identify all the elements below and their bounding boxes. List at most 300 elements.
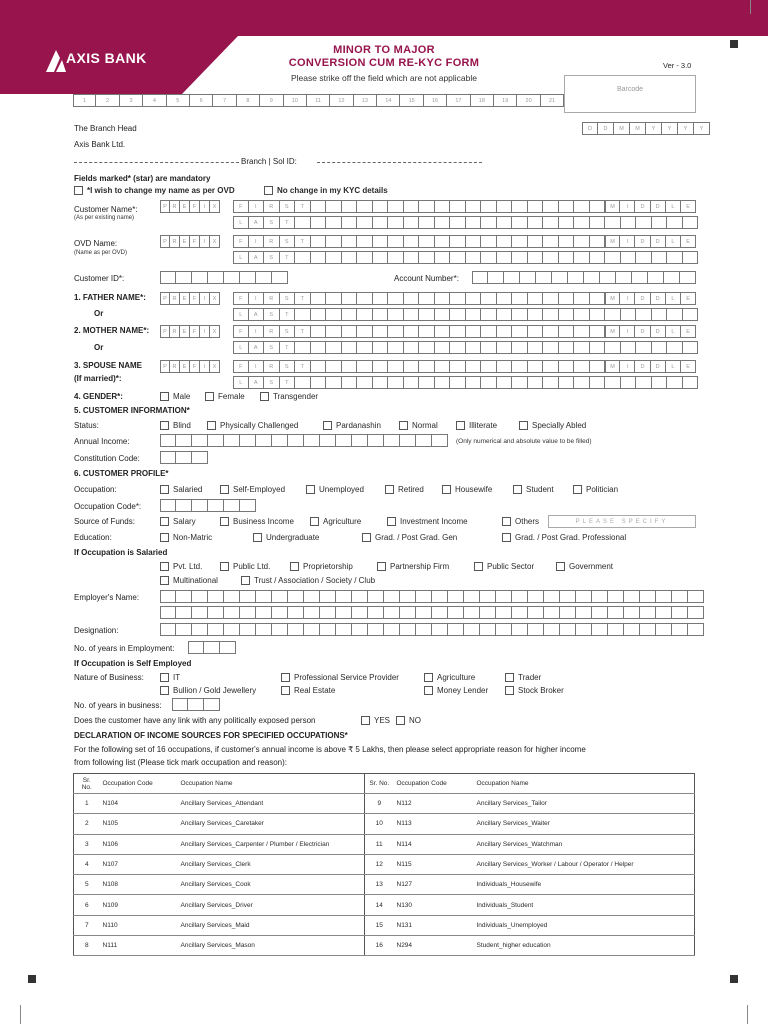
input-cell[interactable]: R <box>170 292 180 305</box>
input-cell[interactable] <box>512 200 528 213</box>
input-cell[interactable] <box>373 292 389 305</box>
input-cell[interactable] <box>560 590 576 603</box>
input-cell[interactable]: 8 <box>237 94 260 107</box>
input-cell[interactable] <box>256 434 272 447</box>
input-cell[interactable] <box>311 360 327 373</box>
input-cell[interactable] <box>416 434 432 447</box>
mother-name-prefix-cells[interactable] <box>160 325 220 338</box>
input-cell[interactable]: F <box>190 200 200 213</box>
input-cell[interactable] <box>466 251 482 264</box>
input-cell[interactable] <box>512 590 528 603</box>
input-cell[interactable] <box>224 499 240 512</box>
input-cell[interactable] <box>590 216 606 229</box>
input-cell[interactable] <box>288 434 304 447</box>
input-cell[interactable] <box>592 623 608 636</box>
input-cell[interactable] <box>652 341 668 354</box>
input-cell[interactable] <box>450 341 466 354</box>
input-cell[interactable] <box>311 216 327 229</box>
input-cell[interactable] <box>435 308 451 321</box>
input-cell[interactable] <box>160 434 176 447</box>
input-cell[interactable]: I <box>620 292 635 305</box>
input-cell[interactable] <box>543 235 559 248</box>
input-cell[interactable] <box>176 606 192 619</box>
input-cell[interactable] <box>584 271 600 284</box>
input-cell[interactable] <box>560 606 576 619</box>
input-cell[interactable] <box>419 216 435 229</box>
input-cell[interactable] <box>176 451 192 464</box>
input-cell[interactable]: I <box>200 235 210 248</box>
input-cell[interactable] <box>688 590 704 603</box>
input-cell[interactable]: 15 <box>400 94 423 107</box>
input-cell[interactable] <box>497 325 513 338</box>
input-cell[interactable] <box>472 271 488 284</box>
input-cell[interactable] <box>311 200 327 213</box>
business-it-checkbox[interactable] <box>160 673 180 682</box>
input-cell[interactable] <box>368 434 384 447</box>
input-cell[interactable]: E <box>180 325 190 338</box>
input-cell[interactable] <box>528 376 544 389</box>
input-cell[interactable]: I <box>249 200 265 213</box>
input-cell[interactable] <box>435 251 451 264</box>
input-cell[interactable]: S <box>264 376 280 389</box>
input-cell[interactable] <box>419 308 435 321</box>
input-cell[interactable] <box>373 360 389 373</box>
input-cell[interactable]: R <box>264 325 280 338</box>
input-cell[interactable]: S <box>264 341 280 354</box>
input-cell[interactable]: P <box>160 360 170 373</box>
input-cell[interactable] <box>357 292 373 305</box>
input-cell[interactable] <box>404 216 420 229</box>
input-cell[interactable] <box>188 698 204 711</box>
input-cell[interactable]: X <box>210 200 220 213</box>
input-cell[interactable]: L <box>666 200 681 213</box>
table-row[interactable] <box>74 875 695 895</box>
input-cell[interactable] <box>466 341 482 354</box>
father-name-prefix-cells[interactable] <box>160 292 220 305</box>
funds-investment-income-checkbox[interactable] <box>387 517 468 526</box>
input-cell[interactable] <box>342 292 358 305</box>
occupation-retired-checkbox[interactable] <box>385 485 424 494</box>
input-cell[interactable] <box>481 325 497 338</box>
input-cell[interactable] <box>528 341 544 354</box>
input-cell[interactable] <box>311 325 327 338</box>
father-name-first-cells[interactable] <box>233 292 605 305</box>
input-cell[interactable]: F <box>190 325 200 338</box>
spouse-name-last-cells[interactable] <box>233 376 698 389</box>
input-cell[interactable] <box>559 292 575 305</box>
input-cell[interactable] <box>512 235 528 248</box>
input-cell[interactable] <box>373 251 389 264</box>
input-cell[interactable] <box>683 308 699 321</box>
please-specify-input[interactable]: PLEASE SPECIFY <box>548 515 696 528</box>
input-cell[interactable] <box>304 434 320 447</box>
input-cell[interactable]: R <box>264 200 280 213</box>
input-cell[interactable] <box>688 623 704 636</box>
input-cell[interactable]: E <box>681 235 696 248</box>
input-cell[interactable] <box>373 216 389 229</box>
input-cell[interactable]: 3 <box>120 94 143 107</box>
input-cell[interactable] <box>636 308 652 321</box>
input-cell[interactable] <box>192 606 208 619</box>
input-cell[interactable]: D <box>635 325 650 338</box>
input-cell[interactable]: F <box>233 200 249 213</box>
input-cell[interactable] <box>388 341 404 354</box>
trader-checkbox[interactable] <box>505 673 541 682</box>
input-cell[interactable]: L <box>233 308 249 321</box>
input-cell[interactable] <box>192 623 208 636</box>
input-cell[interactable] <box>326 325 342 338</box>
input-cell[interactable]: S <box>280 325 296 338</box>
input-cell[interactable] <box>481 360 497 373</box>
input-cell[interactable] <box>632 271 648 284</box>
input-cell[interactable] <box>559 200 575 213</box>
input-cell[interactable] <box>450 292 466 305</box>
input-cell[interactable]: D <box>635 200 650 213</box>
input-cell[interactable] <box>512 251 528 264</box>
constitution-code-cells[interactable] <box>160 451 208 464</box>
input-cell[interactable] <box>160 623 176 636</box>
input-cell[interactable] <box>240 590 256 603</box>
input-cell[interactable] <box>497 376 513 389</box>
input-cell[interactable] <box>432 590 448 603</box>
input-cell[interactable] <box>528 235 544 248</box>
input-cell[interactable] <box>480 590 496 603</box>
input-cell[interactable]: F <box>233 292 249 305</box>
input-cell[interactable]: S <box>264 308 280 321</box>
input-cell[interactable] <box>388 235 404 248</box>
public-sector-checkbox[interactable] <box>474 562 534 571</box>
input-cell[interactable] <box>400 590 416 603</box>
input-cell[interactable]: S <box>280 235 296 248</box>
input-cell[interactable] <box>160 271 176 284</box>
input-cell[interactable] <box>326 308 342 321</box>
input-cell[interactable]: T <box>295 325 311 338</box>
input-cell[interactable]: P <box>160 200 170 213</box>
input-cell[interactable] <box>481 251 497 264</box>
input-cell[interactable] <box>512 308 528 321</box>
input-cell[interactable] <box>528 292 544 305</box>
input-cell[interactable]: E <box>681 292 696 305</box>
input-cell[interactable] <box>304 590 320 603</box>
input-cell[interactable] <box>224 606 240 619</box>
pep-no-checkbox[interactable] <box>396 716 421 725</box>
input-cell[interactable] <box>605 216 621 229</box>
input-cell[interactable]: S <box>264 216 280 229</box>
input-cell[interactable] <box>256 606 272 619</box>
input-cell[interactable] <box>435 292 451 305</box>
trust-association-checkbox[interactable] <box>241 576 375 585</box>
professional-service-checkbox[interactable] <box>281 673 399 682</box>
input-cell[interactable] <box>543 292 559 305</box>
public-ltd-checkbox[interactable] <box>220 562 270 571</box>
input-cell[interactable] <box>543 325 559 338</box>
education-grad-gen-checkbox[interactable] <box>362 533 457 542</box>
input-cell[interactable] <box>683 216 699 229</box>
years-business-cells[interactable] <box>172 698 220 711</box>
input-cell[interactable] <box>342 308 358 321</box>
input-cell[interactable] <box>688 606 704 619</box>
branch-line[interactable] <box>74 162 239 163</box>
input-cell[interactable] <box>384 434 400 447</box>
input-cell[interactable] <box>435 341 451 354</box>
input-cell[interactable] <box>388 376 404 389</box>
input-cell[interactable] <box>664 271 680 284</box>
input-cell[interactable] <box>435 200 451 213</box>
input-cell[interactable] <box>528 590 544 603</box>
input-cell[interactable]: 19 <box>494 94 517 107</box>
input-cell[interactable]: I <box>620 325 635 338</box>
input-cell[interactable] <box>419 341 435 354</box>
input-cell[interactable] <box>574 360 590 373</box>
input-cell[interactable] <box>404 341 420 354</box>
input-cell[interactable] <box>208 606 224 619</box>
input-cell[interactable] <box>667 308 683 321</box>
input-cell[interactable] <box>388 200 404 213</box>
input-cell[interactable] <box>352 606 368 619</box>
input-cell[interactable]: A <box>249 308 265 321</box>
input-cell[interactable] <box>388 308 404 321</box>
input-cell[interactable] <box>605 251 621 264</box>
input-cell[interactable]: 17 <box>447 94 470 107</box>
input-cell[interactable] <box>544 623 560 636</box>
input-cell[interactable] <box>342 235 358 248</box>
input-cell[interactable] <box>574 376 590 389</box>
spouse-name-middle-cells[interactable] <box>605 360 696 373</box>
occupation-self-employed-checkbox[interactable] <box>220 485 285 494</box>
pvt-ltd-checkbox[interactable] <box>160 562 202 571</box>
input-cell[interactable]: Y <box>662 122 678 135</box>
input-cell[interactable]: P <box>160 325 170 338</box>
input-cell[interactable] <box>435 235 451 248</box>
input-cell[interactable] <box>342 251 358 264</box>
input-cell[interactable] <box>636 341 652 354</box>
input-cell[interactable]: E <box>180 235 190 248</box>
input-cell[interactable] <box>256 271 272 284</box>
input-cell[interactable] <box>574 325 590 338</box>
input-cell[interactable] <box>621 216 637 229</box>
input-cell[interactable] <box>528 251 544 264</box>
input-cell[interactable]: X <box>210 325 220 338</box>
input-cell[interactable]: D <box>651 292 666 305</box>
input-cell[interactable]: S <box>280 360 296 373</box>
input-cell[interactable] <box>590 341 606 354</box>
input-cell[interactable]: R <box>264 360 280 373</box>
input-cell[interactable] <box>342 360 358 373</box>
input-cell[interactable]: 20 <box>517 94 540 107</box>
input-cell[interactable] <box>326 216 342 229</box>
input-cell[interactable] <box>496 590 512 603</box>
input-cell[interactable] <box>342 216 358 229</box>
input-cell[interactable]: E <box>681 325 696 338</box>
ovd-name-last-cells[interactable] <box>233 251 698 264</box>
input-cell[interactable] <box>256 623 272 636</box>
input-cell[interactable] <box>559 235 575 248</box>
table-row[interactable] <box>74 794 695 814</box>
input-cell[interactable] <box>512 292 528 305</box>
input-cell[interactable] <box>481 216 497 229</box>
input-cell[interactable] <box>543 376 559 389</box>
status-normal-checkbox[interactable] <box>399 421 438 430</box>
input-cell[interactable]: I <box>200 292 210 305</box>
input-cell[interactable]: M <box>605 360 620 373</box>
input-cell[interactable]: R <box>264 292 280 305</box>
input-cell[interactable] <box>160 590 176 603</box>
input-cell[interactable] <box>160 606 176 619</box>
input-cell[interactable] <box>368 623 384 636</box>
input-cell[interactable] <box>416 623 432 636</box>
input-cell[interactable] <box>559 308 575 321</box>
input-cell[interactable] <box>240 271 256 284</box>
father-name-middle-cells[interactable] <box>605 292 696 305</box>
input-cell[interactable] <box>176 271 192 284</box>
input-cell[interactable]: 4 <box>143 94 166 107</box>
account-number-cells[interactable] <box>472 271 696 284</box>
input-cell[interactable] <box>528 216 544 229</box>
input-cell[interactable]: I <box>200 360 210 373</box>
input-cell[interactable] <box>176 499 192 512</box>
input-cell[interactable] <box>160 451 176 464</box>
input-cell[interactable] <box>304 623 320 636</box>
input-cell[interactable] <box>419 325 435 338</box>
input-cell[interactable] <box>388 325 404 338</box>
input-cell[interactable]: R <box>170 200 180 213</box>
input-cell[interactable] <box>357 200 373 213</box>
input-cell[interactable] <box>574 235 590 248</box>
input-cell[interactable] <box>320 590 336 603</box>
input-cell[interactable] <box>419 292 435 305</box>
input-cell[interactable] <box>336 606 352 619</box>
input-cell[interactable] <box>621 341 637 354</box>
input-cell[interactable]: T <box>295 360 311 373</box>
input-cell[interactable] <box>496 623 512 636</box>
input-cell[interactable] <box>404 235 420 248</box>
input-cell[interactable] <box>636 376 652 389</box>
input-cell[interactable] <box>560 623 576 636</box>
date-field[interactable] <box>582 122 710 135</box>
input-cell[interactable] <box>204 641 220 654</box>
input-cell[interactable] <box>466 360 482 373</box>
input-cell[interactable] <box>590 292 606 305</box>
input-cell[interactable] <box>590 308 606 321</box>
input-cell[interactable]: L <box>233 251 249 264</box>
input-cell[interactable] <box>404 376 420 389</box>
input-cell[interactable] <box>464 590 480 603</box>
input-cell[interactable]: S <box>264 251 280 264</box>
input-cell[interactable] <box>621 376 637 389</box>
input-cell[interactable] <box>240 499 256 512</box>
input-cell[interactable] <box>481 292 497 305</box>
input-cell[interactable] <box>448 606 464 619</box>
input-cell[interactable] <box>488 271 504 284</box>
employer-name-cells-row1[interactable] <box>160 590 704 603</box>
input-cell[interactable]: L <box>666 235 681 248</box>
input-cell[interactable] <box>543 251 559 264</box>
input-cell[interactable] <box>208 434 224 447</box>
input-cell[interactable]: 1 <box>73 94 96 107</box>
input-cell[interactable] <box>656 590 672 603</box>
input-cell[interactable] <box>592 590 608 603</box>
employer-name-cells-row2[interactable] <box>160 606 704 619</box>
input-cell[interactable]: I <box>200 325 210 338</box>
input-cell[interactable]: 2 <box>96 94 119 107</box>
input-cell[interactable] <box>188 641 204 654</box>
gender-male-checkbox[interactable] <box>160 392 190 401</box>
input-cell[interactable] <box>466 292 482 305</box>
input-cell[interactable] <box>608 623 624 636</box>
input-cell[interactable] <box>357 376 373 389</box>
input-cell[interactable]: M <box>605 235 620 248</box>
input-cell[interactable]: A <box>249 376 265 389</box>
input-cell[interactable]: I <box>620 200 635 213</box>
input-cell[interactable]: T <box>280 216 296 229</box>
input-cell[interactable]: L <box>233 341 249 354</box>
input-cell[interactable] <box>574 308 590 321</box>
input-cell[interactable] <box>311 235 327 248</box>
input-cell[interactable] <box>224 590 240 603</box>
occupation-student-checkbox[interactable] <box>513 485 554 494</box>
input-cell[interactable] <box>240 606 256 619</box>
input-cell[interactable] <box>528 360 544 373</box>
input-cell[interactable]: R <box>170 325 180 338</box>
customer-name-middle-cells[interactable] <box>605 200 696 213</box>
input-cell[interactable] <box>357 251 373 264</box>
input-cell[interactable] <box>419 251 435 264</box>
input-cell[interactable] <box>357 235 373 248</box>
table-row[interactable] <box>74 895 695 915</box>
multinational-checkbox[interactable] <box>160 576 218 585</box>
input-cell[interactable] <box>480 623 496 636</box>
input-cell[interactable] <box>512 376 528 389</box>
input-cell[interactable] <box>224 434 240 447</box>
input-cell[interactable] <box>419 200 435 213</box>
input-cell[interactable] <box>357 308 373 321</box>
input-cell[interactable]: L <box>233 216 249 229</box>
input-cell[interactable] <box>466 200 482 213</box>
input-cell[interactable]: F <box>190 360 200 373</box>
table-row[interactable] <box>74 814 695 834</box>
customer-id-cells[interactable] <box>160 271 288 284</box>
input-cell[interactable]: X <box>210 235 220 248</box>
input-cell[interactable]: E <box>180 200 190 213</box>
input-cell[interactable] <box>656 623 672 636</box>
input-cell[interactable]: P <box>160 292 170 305</box>
business-agriculture-checkbox[interactable] <box>424 673 475 682</box>
input-cell[interactable] <box>450 235 466 248</box>
input-cell[interactable]: P <box>160 235 170 248</box>
input-cell[interactable] <box>636 216 652 229</box>
input-cell[interactable]: L <box>666 292 681 305</box>
input-cell[interactable]: 5 <box>167 94 190 107</box>
input-cell[interactable] <box>590 235 606 248</box>
input-cell[interactable] <box>342 376 358 389</box>
input-cell[interactable] <box>559 376 575 389</box>
input-cell[interactable]: M <box>605 325 620 338</box>
input-cell[interactable]: F <box>233 325 249 338</box>
input-cell[interactable] <box>373 200 389 213</box>
input-cell[interactable] <box>192 499 208 512</box>
input-cell[interactable]: Y <box>694 122 710 135</box>
input-cell[interactable]: T <box>280 308 296 321</box>
input-cell[interactable]: D <box>635 360 650 373</box>
input-cell[interactable] <box>528 308 544 321</box>
input-cell[interactable] <box>388 251 404 264</box>
input-cell[interactable] <box>450 360 466 373</box>
input-cell[interactable]: D <box>598 122 614 135</box>
input-cell[interactable] <box>192 590 208 603</box>
sol-id-line[interactable] <box>317 162 482 163</box>
input-cell[interactable] <box>400 623 416 636</box>
input-cell[interactable] <box>652 308 668 321</box>
